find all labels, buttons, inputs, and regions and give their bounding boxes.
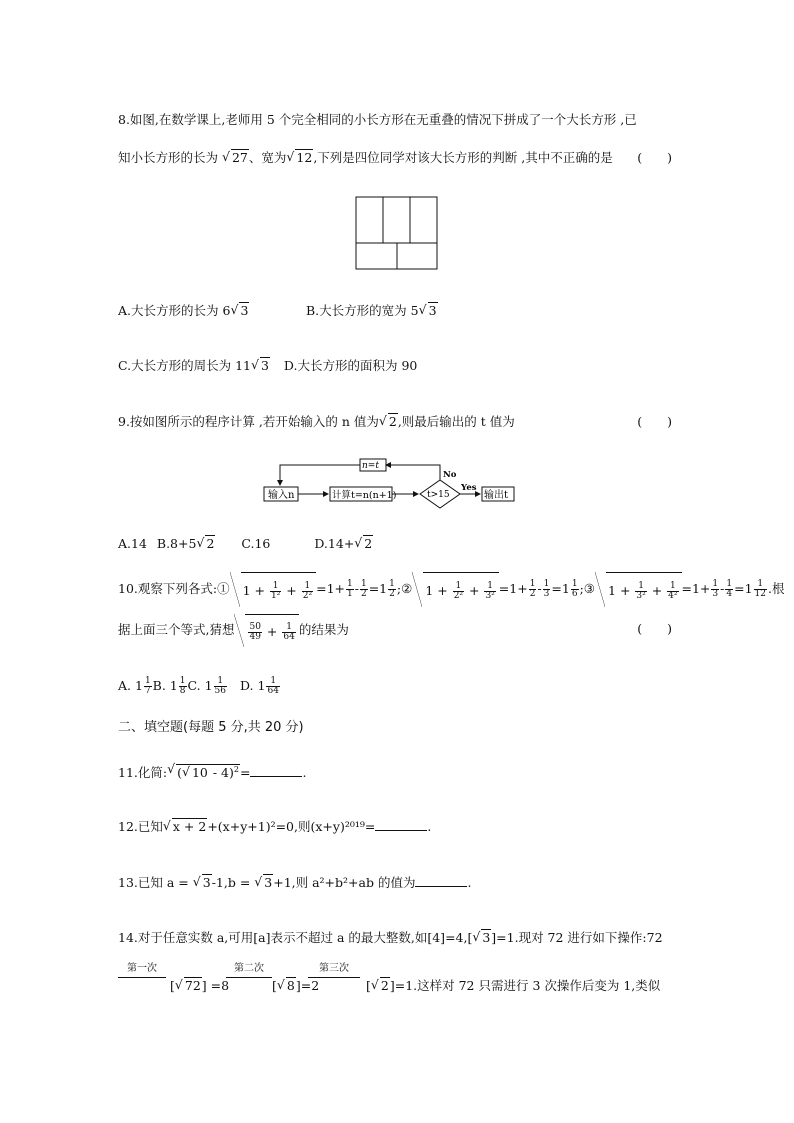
sqrt-2: √ 2	[379, 412, 398, 432]
q9-stem: 9.按如图所示的程序计算 ,若开始输入的 n 值为√ 2,则最后输出的 t 值为	[118, 412, 515, 432]
q10-option-d[interactable]: D. 1 $\frac{1}{64}$	[239, 676, 279, 696]
q8-text-c: ,下列是四位同学对该大长方形的判断 ,其中不正确的是	[313, 150, 613, 165]
q8-option-d[interactable]: D.大长方形的面积为 90	[283, 358, 418, 373]
q9-option-c[interactable]: C.16	[241, 536, 271, 551]
flow-assign-label: n=t	[362, 461, 379, 471]
q8-option-c[interactable]: C.大长方形的周长为 11√ 3	[118, 358, 270, 373]
q12: 12.已知√ x + 2+(x+y+1)²=0,则(x+y)²⁰¹⁹= .	[118, 817, 431, 837]
q10-radical-guess: $\frac{50}{49}$ + $\frac{1}{64}$	[234, 614, 298, 647]
q12-radical: √ x + 2	[163, 817, 207, 837]
q10-radical-2: 1 + $\frac{1}{\text{2²}}$ + $\frac{1}{\text{3²}}$	[412, 572, 498, 607]
q9-option-b[interactable]: B.8+5√ 2	[157, 536, 216, 551]
flow-calc-label: 计算t=n(n+1)	[332, 490, 397, 501]
q10-option-c[interactable]: C. 1 $\frac{1}{56}$	[187, 676, 226, 696]
flow-no-label: No	[443, 470, 457, 480]
step3-result: [√ 2]=1.这样对 72 只需进行 3 次操作后变为 1,类似	[366, 976, 660, 996]
q9-options	[118, 534, 373, 554]
q11: 11.化简:√ (√ 10 - 4)$^2$= .	[118, 760, 306, 783]
q8-line1: 8.如图,在数学课上,老师用 5 个完全相同的小长方形在无重叠的情况下拼成了一个大长方形 ,已	[118, 112, 637, 127]
q10-radical-1: 1 + $\frac{1}{\text{1²}}$ + $\frac{1}{\text{2²}}$	[230, 572, 316, 607]
q8-option-b[interactable]: B.大长方形的宽为 5√ 3	[306, 301, 438, 321]
flow-output-label: 输出t	[484, 490, 509, 501]
flow-yes-label: Yes	[461, 483, 477, 493]
q14-line1: 14.对于任意实数 a,可用[a]表示不超过 a 的最大整数,如[4]=4,[√ 3]=1.现对 72 进行如下操作:72	[118, 928, 663, 948]
sqrt-27: √ 27	[222, 148, 249, 168]
q8-text-a: 知小长方形的长为	[118, 150, 222, 165]
q12-answer-blank[interactable]	[375, 818, 427, 831]
section-2-title: 二、填空题(每题 5 分,共 20 分)	[118, 720, 304, 735]
q9-option-d[interactable]: D.14+√ 2	[314, 536, 373, 551]
q8-answer-paren[interactable]: ( )	[637, 150, 672, 165]
flow-condition-label: t>15	[427, 490, 450, 500]
q8-options-cd	[118, 356, 417, 376]
sqrt-12: √ 12	[286, 148, 313, 168]
q11-answer-blank[interactable]	[250, 764, 302, 777]
q9-answer-paren[interactable]: ( )	[637, 414, 672, 429]
q10-options	[118, 672, 281, 700]
q10-option-a[interactable]: A. 1 $\frac{1}{7}$	[118, 676, 151, 696]
q8-text-b: 、宽为	[248, 150, 287, 165]
q9-option-a[interactable]: A.14	[118, 536, 147, 551]
step1-result: [√ 72] =8	[170, 976, 229, 996]
q10-line2: 据上面三个等式,猜想 $\frac{50}{49}$ + $\frac{1}{64}$ 的结果为	[118, 614, 349, 647]
q8-rectangle-figure	[355, 196, 439, 271]
q10-option-b[interactable]: B. 1 $\frac{1}{8}$	[152, 676, 186, 696]
q8-line2	[118, 148, 613, 168]
step2-result: [√ 8]=2	[272, 976, 319, 996]
flow-input-label: 输入n	[268, 490, 295, 501]
q13: 13.已知 a = √ 3-1,b = √ 3+1,则 a²+b²+ab 的值为 .	[118, 873, 471, 893]
q8-option-a[interactable]: A.大长方形的长为 6√ 3	[118, 303, 249, 318]
step1-arrow: 第一次	[118, 964, 166, 978]
step3-arrow: 第三次	[308, 964, 360, 978]
q9-flowchart	[262, 457, 522, 513]
q10-line1: 10.观察下列各式:① 1 + $\frac{1}{\text{1²}}$ + $\frac{1}{\text{2²}}$ =1+ $\frac{1}{1}$ - $\frac{1}{2}$ =1 $\frac{1}{2}$ ;② 1 + $\frac{1}{\text{2²}}$ + $\frac{1}{\text{3²}}$ =1+ $\frac{1}{2}$ - $\frac{1}{3}$ =1 $\frac{1}{6}$ ;③ 1 + $\frac{1}{\text{3²}}$ + $\frac{1}{\text{4²}}$ =1+ $\frac{1}{3}$ - $\frac{1}{4}$ =1 $\frac{1}{12}$ .根	[118, 572, 784, 607]
q10-answer-paren[interactable]: ( )	[637, 621, 672, 636]
q13-answer-blank[interactable]	[415, 874, 467, 887]
q10-radical-3: 1 + $\frac{1}{\text{3²}}$ + $\frac{1}{\text{4²}}$	[595, 572, 681, 607]
step2-arrow: 第二次	[226, 964, 272, 978]
q11-radical: √ (√ 10 - 4)$^2$	[167, 760, 240, 783]
q8-options-ab	[118, 301, 437, 321]
